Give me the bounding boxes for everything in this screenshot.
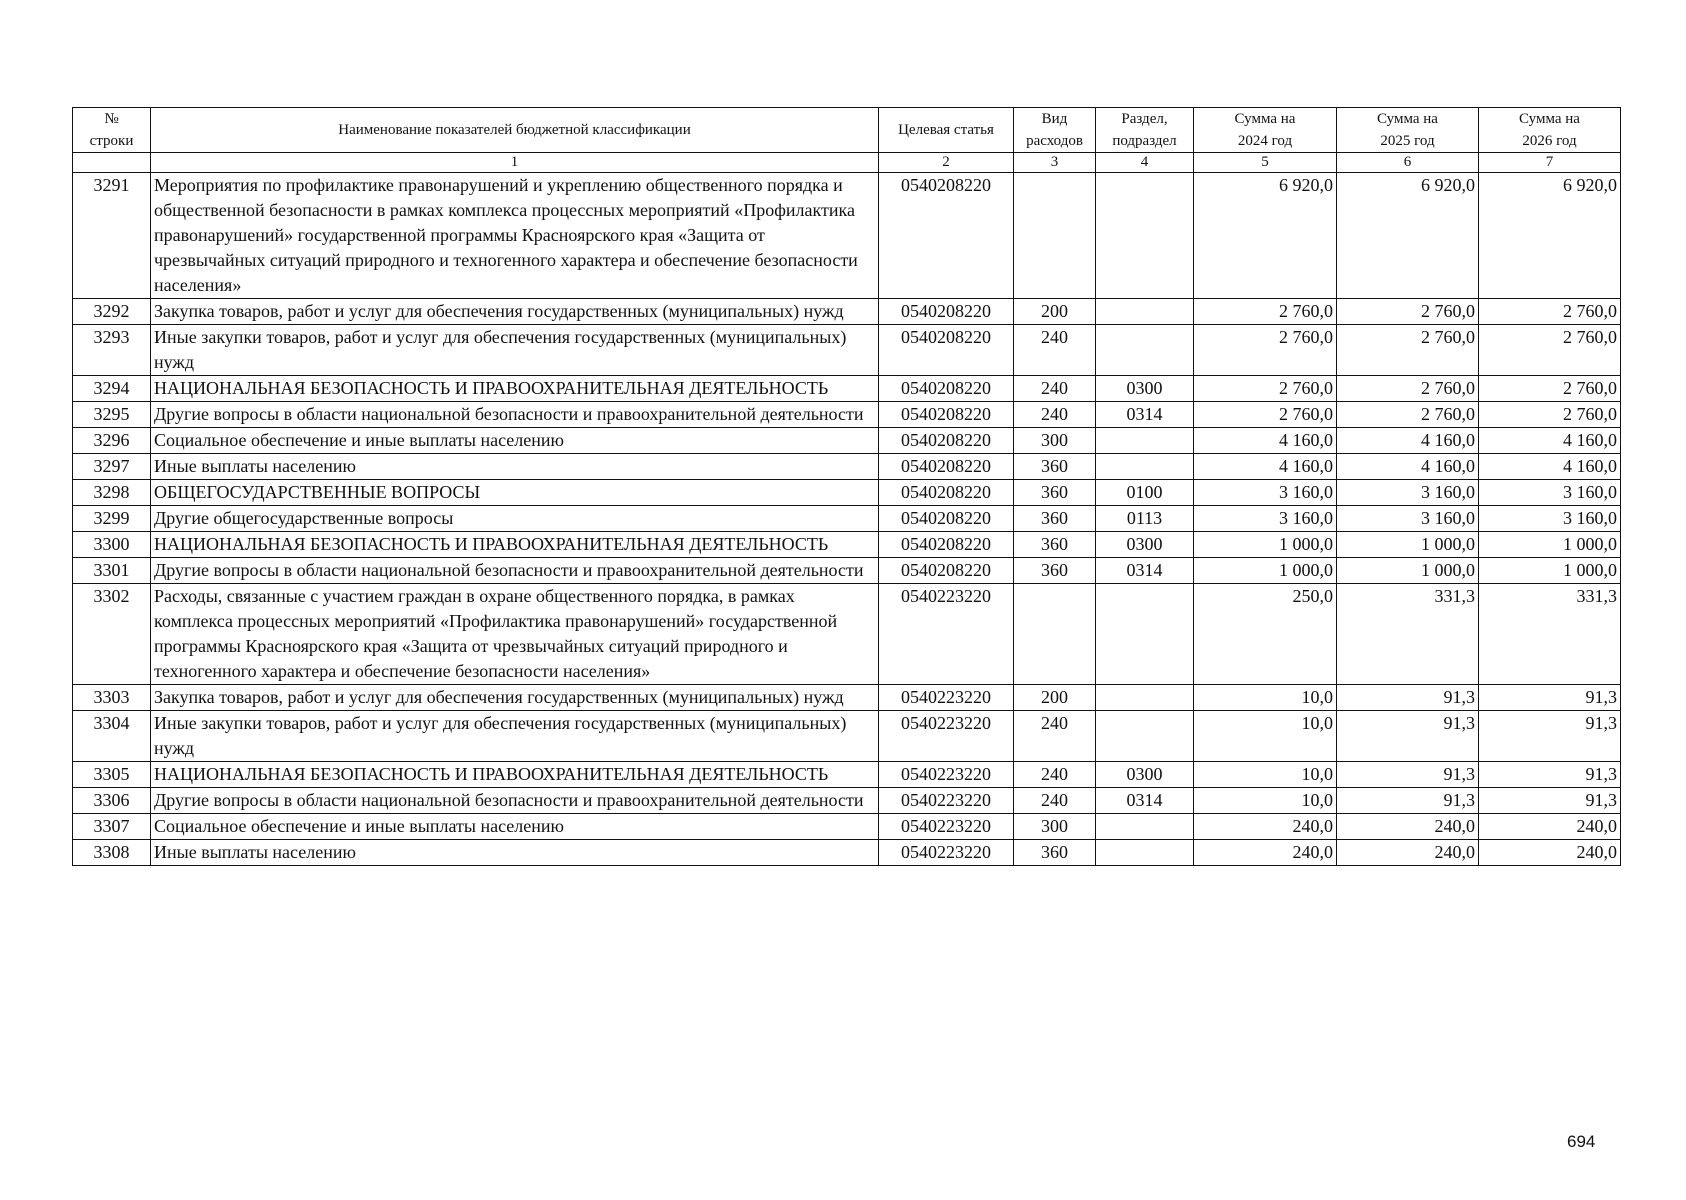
row-sum-2025: 1 000,0 (1337, 532, 1479, 558)
row-sum-2024: 1 000,0 (1194, 532, 1337, 558)
row-sum-2024: 2 760,0 (1194, 325, 1337, 376)
row-name: Мероприятия по профилактике правонарушений и укреплению общественного порядка и общественной безопасности в рамках комплекса процессных мероприятий «Профилактика правонарушений» государственной программы Красноярского края «Защита от чрезвычайных ситуаций природного и техногенного характера и обеспечение безопасности населения» (151, 173, 879, 299)
row-sum-2024: 10,0 (1194, 762, 1337, 788)
row-sum-2026: 3 160,0 (1479, 506, 1621, 532)
row-sum-2025: 240,0 (1337, 840, 1479, 866)
row-sum-2025: 4 160,0 (1337, 454, 1479, 480)
row-sum-2026: 2 760,0 (1479, 325, 1621, 376)
row-target-article: 0540223220 (879, 788, 1014, 814)
row-sum-2025: 2 760,0 (1337, 299, 1479, 325)
row-name: ОБЩЕГОСУДАРСТВЕННЫЕ ВОПРОСЫ (151, 480, 879, 506)
row-sum-2024: 2 760,0 (1194, 402, 1337, 428)
row-sum-2026: 91,3 (1479, 762, 1621, 788)
header-name: Наименование показателей бюджетной классификации (151, 108, 879, 153)
row-number: 3302 (73, 584, 151, 685)
row-expense-type: 300 (1014, 428, 1096, 454)
column-number (73, 153, 151, 173)
table-row (73, 558, 1621, 584)
row-sum-2025: 240,0 (1337, 814, 1479, 840)
row-name: Социальное обеспечение и иные выплаты населению (151, 814, 879, 840)
row-sum-2026: 2 760,0 (1479, 402, 1621, 428)
header-sum-2025: Сумма на 2025 год (1337, 108, 1479, 153)
row-number: 3303 (73, 685, 151, 711)
budget-table (72, 107, 1621, 866)
row-sum-2026: 3 160,0 (1479, 480, 1621, 506)
row-sum-2026: 4 160,0 (1479, 428, 1621, 454)
table-row (73, 325, 1621, 376)
row-sum-2024: 10,0 (1194, 685, 1337, 711)
row-section: 0314 (1096, 402, 1194, 428)
row-sum-2026: 91,3 (1479, 685, 1621, 711)
column-number: 2 (879, 153, 1014, 173)
column-number: 4 (1096, 153, 1194, 173)
table-body (73, 173, 1621, 866)
row-sum-2025: 4 160,0 (1337, 428, 1479, 454)
column-number: 3 (1014, 153, 1096, 173)
row-expense-type: 360 (1014, 454, 1096, 480)
row-target-article: 0540208220 (879, 480, 1014, 506)
row-section: 0300 (1096, 532, 1194, 558)
row-target-article: 0540208220 (879, 428, 1014, 454)
table-row (73, 762, 1621, 788)
header-expense-type: Вид расходов (1014, 108, 1096, 153)
row-sum-2024: 240,0 (1194, 814, 1337, 840)
header-sum-2024: Сумма на 2024 год (1194, 108, 1337, 153)
row-sum-2024: 10,0 (1194, 711, 1337, 762)
row-sum-2026: 1 000,0 (1479, 558, 1621, 584)
table-row (73, 506, 1621, 532)
header-row (73, 108, 1621, 153)
row-name: Социальное обеспечение и иные выплаты населению (151, 428, 879, 454)
row-sum-2025: 2 760,0 (1337, 376, 1479, 402)
row-name: Иные выплаты населению (151, 840, 879, 866)
row-name: Другие вопросы в области национальной безопасности и правоохранительной деятельности (151, 558, 879, 584)
row-target-article: 0540208220 (879, 299, 1014, 325)
row-number: 3295 (73, 402, 151, 428)
row-name: Другие вопросы в области национальной безопасности и правоохранительной деятельности (151, 402, 879, 428)
row-expense-type: 360 (1014, 506, 1096, 532)
row-sum-2024: 3 160,0 (1194, 506, 1337, 532)
row-sum-2024: 3 160,0 (1194, 480, 1337, 506)
row-sum-2025: 91,3 (1337, 685, 1479, 711)
row-target-article: 0540208220 (879, 558, 1014, 584)
row-number: 3304 (73, 711, 151, 762)
row-name: Иные выплаты населению (151, 454, 879, 480)
row-target-article: 0540223220 (879, 685, 1014, 711)
table-header (73, 108, 1621, 173)
row-section (1096, 173, 1194, 299)
row-sum-2024: 6 920,0 (1194, 173, 1337, 299)
row-sum-2025: 331,3 (1337, 584, 1479, 685)
row-name: Закупка товаров, работ и услуг для обеспечения государственных (муниципальных) нужд (151, 685, 879, 711)
row-sum-2025: 3 160,0 (1337, 480, 1479, 506)
row-number: 3291 (73, 173, 151, 299)
row-expense-type: 240 (1014, 325, 1096, 376)
row-name: Другие общегосударственные вопросы (151, 506, 879, 532)
row-sum-2025: 91,3 (1337, 762, 1479, 788)
row-target-article: 0540223220 (879, 840, 1014, 866)
page-number: 694 (1567, 1132, 1596, 1151)
row-target-article: 0540208220 (879, 532, 1014, 558)
row-number: 3299 (73, 506, 151, 532)
table-row (73, 402, 1621, 428)
row-sum-2026: 91,3 (1479, 788, 1621, 814)
row-sum-2024: 1 000,0 (1194, 558, 1337, 584)
row-name: НАЦИОНАЛЬНАЯ БЕЗОПАСНОСТЬ И ПРАВООХРАНИТЕЛЬНАЯ ДЕЯТЕЛЬНОСТЬ (151, 532, 879, 558)
row-number: 3308 (73, 840, 151, 866)
header-row-no: № строки (73, 108, 151, 153)
row-sum-2026: 2 760,0 (1479, 376, 1621, 402)
row-sum-2026: 2 760,0 (1479, 299, 1621, 325)
row-expense-type: 200 (1014, 299, 1096, 325)
table-row (73, 454, 1621, 480)
row-expense-type: 300 (1014, 814, 1096, 840)
row-sum-2025: 2 760,0 (1337, 402, 1479, 428)
row-number: 3298 (73, 480, 151, 506)
column-numbers-row (73, 153, 1621, 173)
row-expense-type: 360 (1014, 840, 1096, 866)
row-expense-type: 240 (1014, 376, 1096, 402)
row-number: 3297 (73, 454, 151, 480)
row-name: НАЦИОНАЛЬНАЯ БЕЗОПАСНОСТЬ И ПРАВООХРАНИТЕЛЬНАЯ ДЕЯТЕЛЬНОСТЬ (151, 762, 879, 788)
row-sum-2025: 3 160,0 (1337, 506, 1479, 532)
header-section: Раздел, подраздел (1096, 108, 1194, 153)
row-target-article: 0540208220 (879, 506, 1014, 532)
row-target-article: 0540223220 (879, 762, 1014, 788)
row-sum-2026: 240,0 (1479, 814, 1621, 840)
row-sum-2024: 10,0 (1194, 788, 1337, 814)
row-target-article: 0540223220 (879, 584, 1014, 685)
table-row (73, 584, 1621, 685)
row-number: 3294 (73, 376, 151, 402)
row-target-article: 0540208220 (879, 325, 1014, 376)
row-target-article: 0540223220 (879, 814, 1014, 840)
row-number: 3301 (73, 558, 151, 584)
row-section (1096, 428, 1194, 454)
row-expense-type: 360 (1014, 558, 1096, 584)
table-row (73, 299, 1621, 325)
row-sum-2025: 1 000,0 (1337, 558, 1479, 584)
column-number: 6 (1337, 153, 1479, 173)
row-sum-2025: 91,3 (1337, 788, 1479, 814)
row-target-article: 0540223220 (879, 711, 1014, 762)
row-expense-type: 360 (1014, 532, 1096, 558)
table-row (73, 173, 1621, 299)
row-section: 0113 (1096, 506, 1194, 532)
row-sum-2026: 240,0 (1479, 840, 1621, 866)
row-expense-type: 360 (1014, 480, 1096, 506)
table-row (73, 428, 1621, 454)
row-expense-type: 240 (1014, 762, 1096, 788)
table-row (73, 480, 1621, 506)
row-expense-type: 200 (1014, 685, 1096, 711)
row-sum-2024: 250,0 (1194, 584, 1337, 685)
row-section (1096, 325, 1194, 376)
column-number: 5 (1194, 153, 1337, 173)
row-sum-2026: 91,3 (1479, 711, 1621, 762)
row-name: Расходы, связанные с участием граждан в охране общественного порядка, в рамках комплекса процессных мероприятий «Профилактика правонарушений» государственной программы Красноярского края «Защита от чрезвычайных ситуаций природного и техногенного характера и обеспечение безопасности населения» (151, 584, 879, 685)
row-section (1096, 454, 1194, 480)
row-sum-2024: 2 760,0 (1194, 299, 1337, 325)
column-number: 1 (151, 153, 879, 173)
row-number: 3306 (73, 788, 151, 814)
table-row (73, 376, 1621, 402)
table-row (73, 814, 1621, 840)
row-section (1096, 840, 1194, 866)
row-number: 3305 (73, 762, 151, 788)
row-section (1096, 685, 1194, 711)
row-sum-2024: 4 160,0 (1194, 454, 1337, 480)
table-row (73, 788, 1621, 814)
row-sum-2026: 4 160,0 (1479, 454, 1621, 480)
row-name: Закупка товаров, работ и услуг для обеспечения государственных (муниципальных) нужд (151, 299, 879, 325)
row-target-article: 0540208220 (879, 454, 1014, 480)
row-expense-type: 240 (1014, 788, 1096, 814)
row-target-article: 0540208220 (879, 376, 1014, 402)
row-target-article: 0540208220 (879, 402, 1014, 428)
header-target-article: Целевая статья (879, 108, 1014, 153)
row-sum-2026: 1 000,0 (1479, 532, 1621, 558)
row-sum-2026: 6 920,0 (1479, 173, 1621, 299)
table-row (73, 711, 1621, 762)
table-row (73, 840, 1621, 866)
row-number: 3292 (73, 299, 151, 325)
table-row (73, 685, 1621, 711)
column-number: 7 (1479, 153, 1621, 173)
row-sum-2024: 4 160,0 (1194, 428, 1337, 454)
row-number: 3307 (73, 814, 151, 840)
row-sum-2024: 240,0 (1194, 840, 1337, 866)
row-sum-2026: 331,3 (1479, 584, 1621, 685)
table-row (73, 532, 1621, 558)
row-target-article: 0540208220 (879, 173, 1014, 299)
row-section: 0314 (1096, 788, 1194, 814)
row-section: 0314 (1096, 558, 1194, 584)
row-name: НАЦИОНАЛЬНАЯ БЕЗОПАСНОСТЬ И ПРАВООХРАНИТЕЛЬНАЯ ДЕЯТЕЛЬНОСТЬ (151, 376, 879, 402)
row-name: Иные закупки товаров, работ и услуг для обеспечения государственных (муниципальных) нужд (151, 711, 879, 762)
row-name: Другие вопросы в области национальной безопасности и правоохранительной деятельности (151, 788, 879, 814)
row-number: 3296 (73, 428, 151, 454)
row-sum-2024: 2 760,0 (1194, 376, 1337, 402)
row-section: 0300 (1096, 376, 1194, 402)
row-sum-2025: 6 920,0 (1337, 173, 1479, 299)
row-number: 3293 (73, 325, 151, 376)
row-sum-2025: 2 760,0 (1337, 325, 1479, 376)
header-sum-2026: Сумма на 2026 год (1479, 108, 1621, 153)
row-expense-type: 240 (1014, 711, 1096, 762)
row-section (1096, 814, 1194, 840)
row-expense-type (1014, 173, 1096, 299)
row-name: Иные закупки товаров, работ и услуг для обеспечения государственных (муниципальных) нужд (151, 325, 879, 376)
row-expense-type (1014, 584, 1096, 685)
row-section: 0100 (1096, 480, 1194, 506)
row-expense-type: 240 (1014, 402, 1096, 428)
row-section: 0300 (1096, 762, 1194, 788)
row-section (1096, 299, 1194, 325)
row-number: 3300 (73, 532, 151, 558)
row-section (1096, 584, 1194, 685)
row-section (1096, 711, 1194, 762)
row-sum-2025: 91,3 (1337, 711, 1479, 762)
